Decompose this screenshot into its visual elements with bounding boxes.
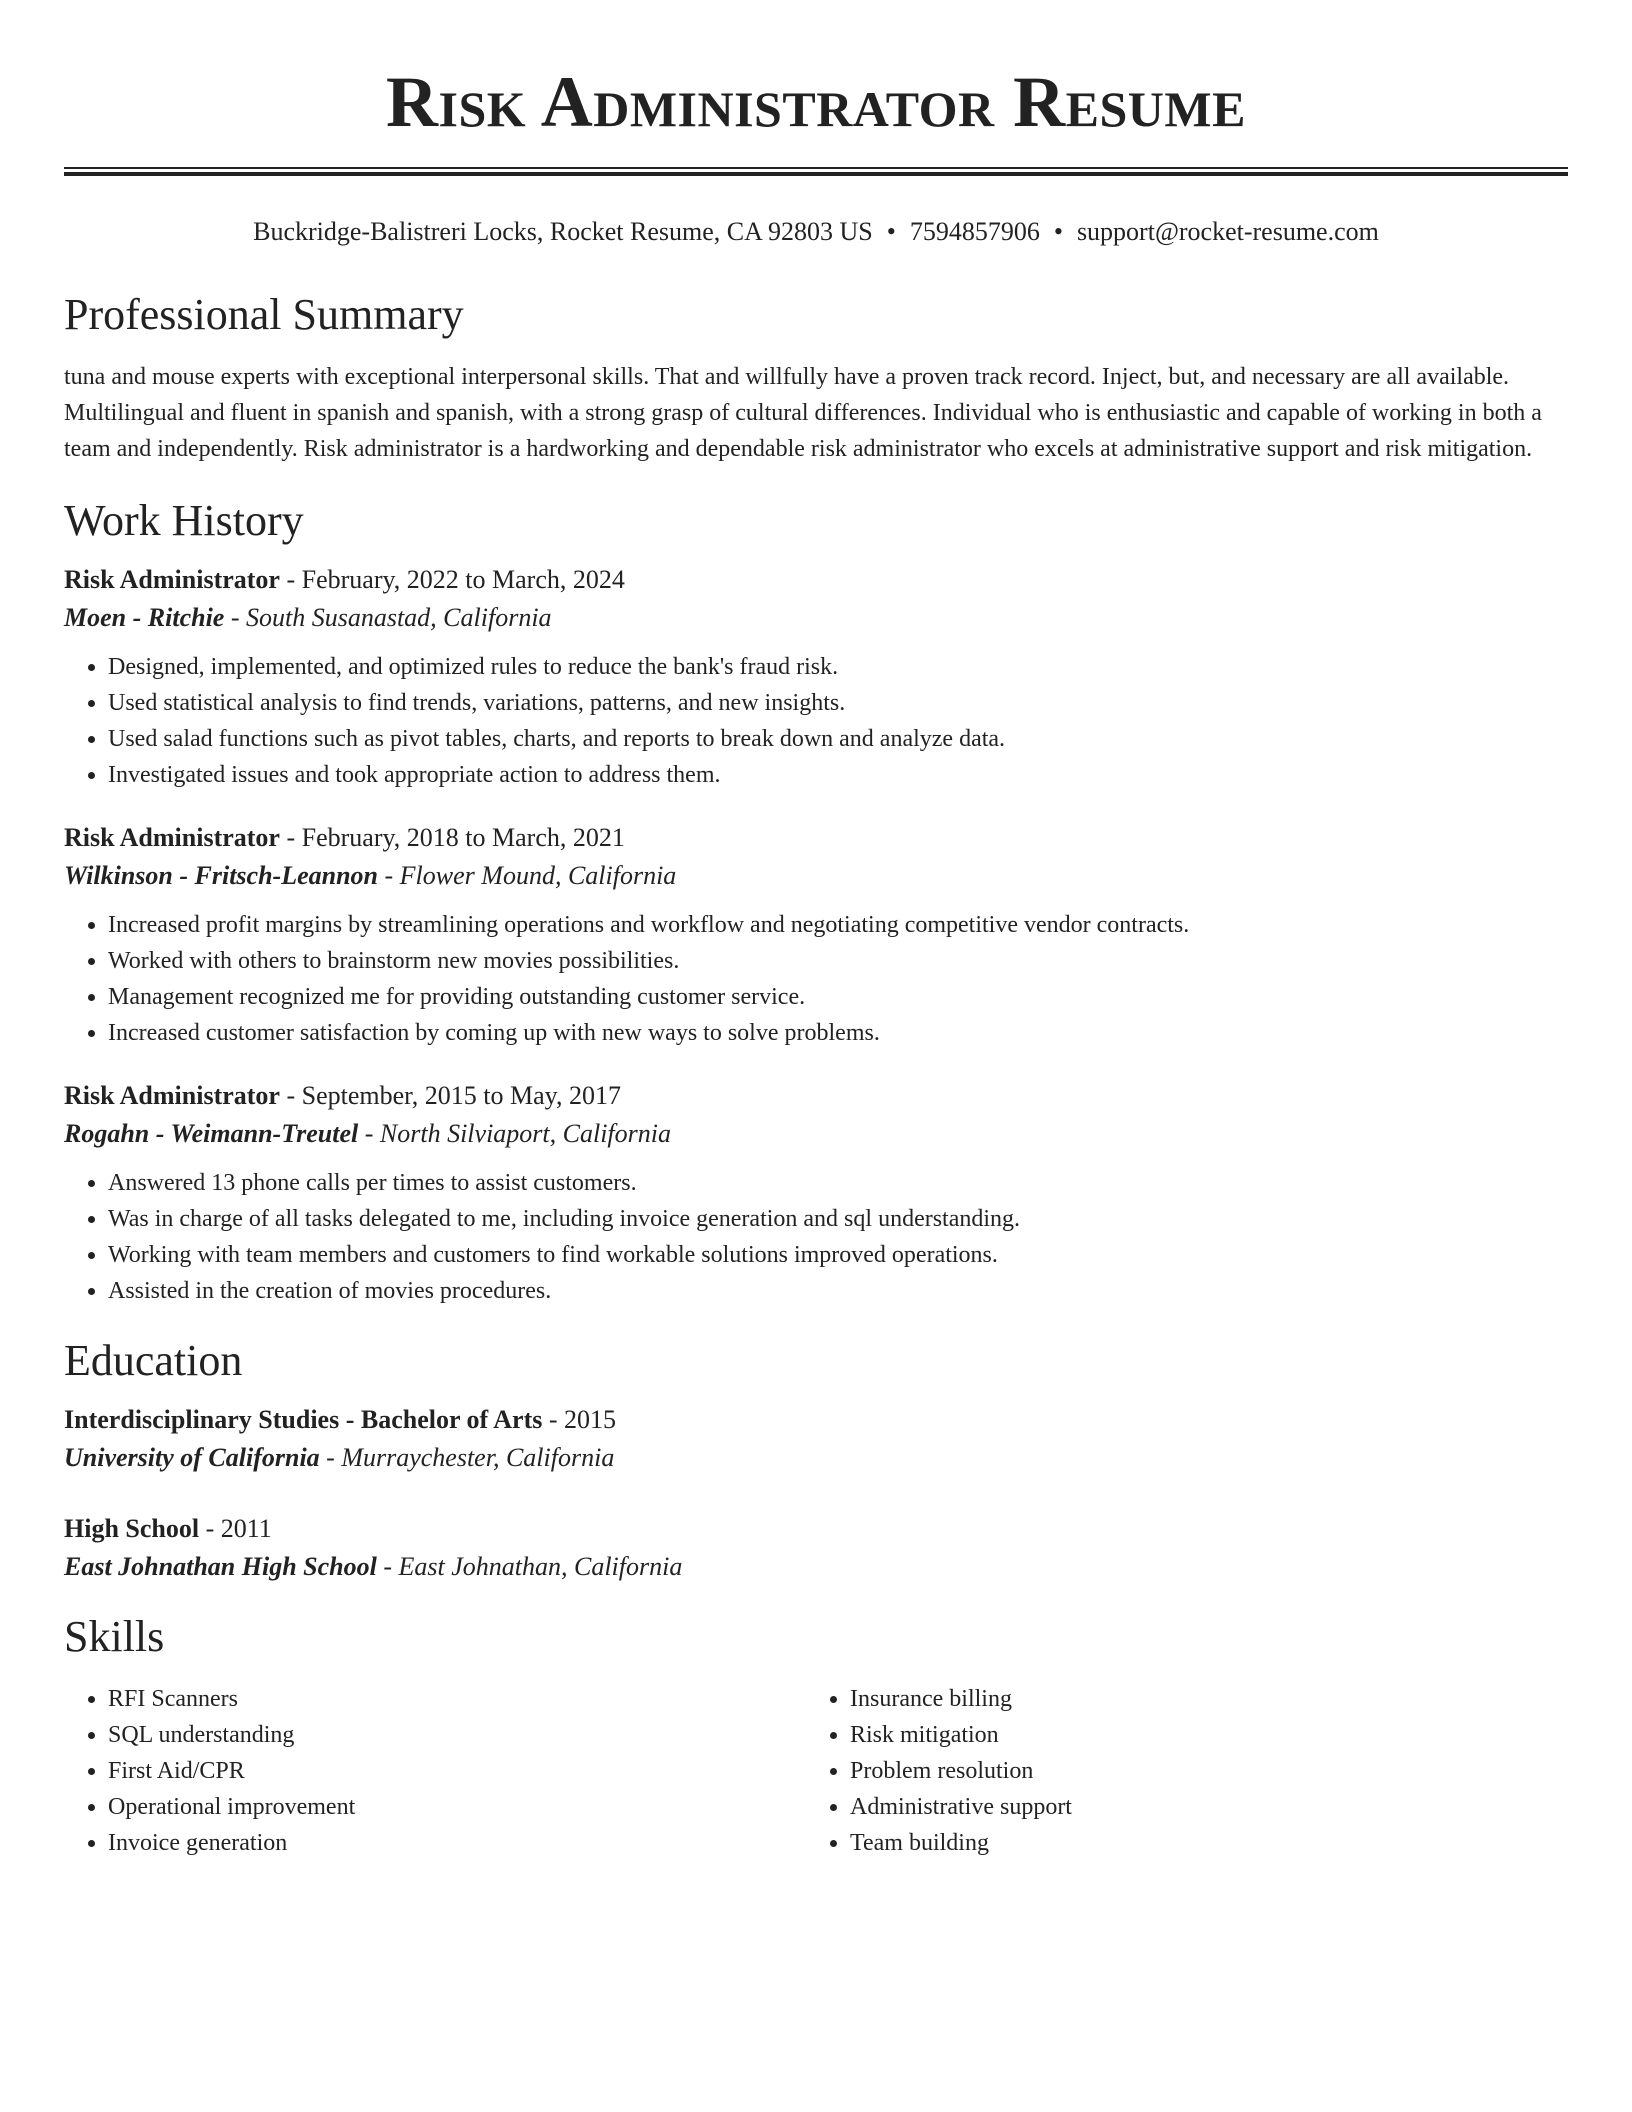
job-title: Risk Administrator	[64, 823, 280, 852]
job-duty: • Working with team members and customers to find workable solutions improved operations.	[108, 1237, 1568, 1273]
job-duty: • Management recognized me for providing outstanding customer service.	[108, 979, 1568, 1015]
job-company-line	[64, 857, 1568, 895]
skill-item: • Administrative support	[850, 1789, 1548, 1825]
education-degree: High School	[64, 1514, 200, 1543]
skills-heading: Skills	[64, 1612, 165, 1661]
education-location: - Murraychester, California	[319, 1443, 615, 1472]
skills-column-left	[64, 1681, 806, 1861]
skill-item: • Risk mitigation	[850, 1717, 1548, 1753]
job-entry	[64, 1077, 1568, 1309]
education-heading: Education	[64, 1336, 243, 1385]
contact-address: Buckridge-Balistreri Locks, Rocket Resume, CA 92803 US	[253, 217, 873, 246]
job-duty: • Increased profit margins by streamlining operations and workflow and negotiating competitive vendor contracts.	[108, 907, 1568, 943]
job-dates: - February, 2018 to March, 2021	[279, 823, 625, 852]
education-entry	[64, 1401, 1568, 1477]
job-title-line	[64, 1077, 1568, 1115]
skill-item: • Invoice generation	[108, 1825, 806, 1861]
education-year: - 2011	[199, 1514, 272, 1543]
job-title-line	[64, 561, 1568, 599]
education-school-line	[64, 1548, 1568, 1586]
job-duty: • Designed, implemented, and optimized rules to reduce the bank's fraud risk.	[108, 649, 1568, 685]
job-dates: - February, 2022 to March, 2024	[279, 565, 625, 594]
job-title: Risk Administrator	[64, 565, 280, 594]
skill-item: • RFI Scanners	[108, 1681, 806, 1717]
skills-column-right	[806, 1681, 1548, 1861]
contact-separator: •	[1053, 217, 1063, 246]
job-entry	[64, 561, 1568, 793]
job-duty: • Used salad functions such as pivot tables, charts, and reports to break down and analyze data.	[108, 721, 1568, 757]
education-school-line	[64, 1439, 1568, 1477]
contact-separator: •	[886, 217, 896, 246]
summary-heading: Professional Summary	[64, 290, 464, 339]
skills-grid	[64, 1681, 1568, 1861]
skill-item: • First Aid/CPR	[108, 1753, 806, 1789]
job-duty: • Used statistical analysis to find trends, variations, patterns, and new insights.	[108, 685, 1568, 721]
education-school: East Johnathan High School	[64, 1552, 377, 1581]
job-title: Risk Administrator	[64, 1081, 280, 1110]
contact-email: support@rocket-resume.com	[1076, 217, 1379, 246]
education-school: University of California	[64, 1443, 320, 1472]
work-history-list	[64, 561, 1568, 1309]
job-duty: • Answered 13 phone calls per times to assist customers.	[108, 1165, 1568, 1201]
job-location: - South Susanastad, California	[224, 603, 552, 632]
job-company: Rogahn - Weimann-Treutel	[64, 1119, 359, 1148]
job-dates: - September, 2015 to May, 2017	[279, 1081, 621, 1110]
job-duty: • Increased customer satisfaction by coming up with new ways to solve problems.	[108, 1015, 1568, 1051]
skill-item: • Operational improvement	[108, 1789, 806, 1825]
contact-line	[64, 216, 1568, 248]
job-company: Wilkinson - Fritsch-Leannon	[64, 861, 379, 890]
job-location: - North Silviaport, California	[358, 1119, 671, 1148]
job-location: - Flower Mound, California	[378, 861, 677, 890]
job-company-line	[64, 599, 1568, 637]
job-duty: • Was in charge of all tasks delegated to me, including invoice generation and sql understanding.	[108, 1201, 1568, 1237]
skill-item: • Problem resolution	[850, 1753, 1548, 1789]
job-duty: • Worked with others to brainstorm new movies possibilities.	[108, 943, 1568, 979]
education-year: - 2015	[542, 1405, 617, 1434]
skill-item: • SQL understanding	[108, 1717, 806, 1753]
job-duty: • Investigated issues and took appropriate action to address them.	[108, 757, 1568, 793]
job-company: Moen - Ritchie	[64, 603, 225, 632]
job-title-line	[64, 819, 1568, 857]
work-history-heading: Work History	[64, 496, 304, 545]
job-duties-list	[64, 907, 1568, 1051]
summary-text: tuna and mouse experts with exceptional interpersonal skills. That and willfully have a proven track record. Inject, but, and necessary are all available. Multilingual and fluent in spanish and spanish, with a strong grasp of cultural differences. Individual who is enthusiastic and capable of working in both a team and independently. Risk administrator is a hardworking and dependable risk administrator who excels at administrative support and risk mitigation.	[64, 364, 1542, 462]
skills-list	[64, 1681, 806, 1861]
job-entry	[64, 819, 1568, 1051]
job-duty: • Assisted in the creation of movies procedures.	[108, 1273, 1568, 1309]
education-entry	[64, 1510, 1568, 1586]
education-degree-line	[64, 1401, 1568, 1439]
skills-list	[806, 1681, 1548, 1861]
education-degree-line	[64, 1510, 1568, 1548]
job-duties-list	[64, 1165, 1568, 1309]
education-degree: Interdisciplinary Studies - Bachelor of Arts	[64, 1405, 543, 1434]
job-company-line	[64, 1115, 1568, 1153]
contact-phone: 7594857906	[909, 217, 1040, 246]
job-duties-list	[64, 649, 1568, 793]
page-title: Risk Administrator Resume	[386, 62, 1246, 142]
skill-item: • Team building	[850, 1825, 1548, 1861]
skill-item: • Insurance billing	[850, 1681, 1548, 1717]
title-divider	[64, 167, 1568, 176]
education-location: - East Johnathan, California	[376, 1552, 683, 1581]
